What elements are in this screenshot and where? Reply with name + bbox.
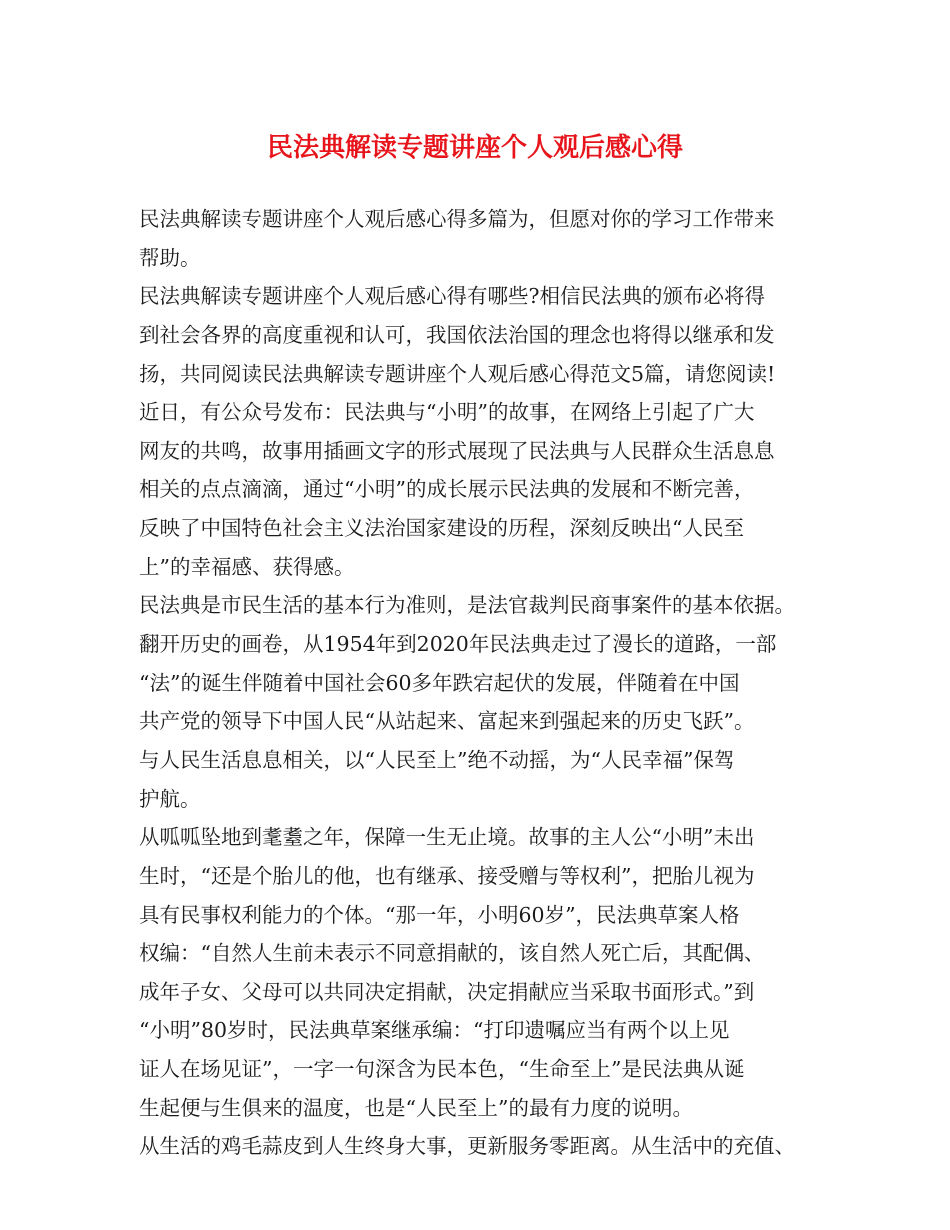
body-line: 共产党的领导下中国人民“从站起来、富起来到强起来的历史飞跃”。 <box>139 709 755 734</box>
body-line: 从呱呱坠地到耄耋之年，保障一生无止境。故事的主人公“小明”未出 <box>139 825 755 850</box>
body-line: 上”的幸福感、获得感。 <box>139 554 355 579</box>
body-line: 从生活的鸡毛蒜皮到人生终身大事，更新服务零距离。从生活中的充值、 <box>139 1134 795 1159</box>
body-line: 成年子女、父母可以共同决定捐献，决定捐献应当采取书面形式。”到 <box>139 979 755 1004</box>
body-line: 具有民事权利能力的个体。“那一年，小明60岁”，民法典草案人格 <box>139 902 740 927</box>
body-line: 网友的共鸣，故事用插画文字的形式展现了民法典与人民群众生活息息 <box>139 438 775 463</box>
body-line: 近日，有公众号发布：民法典与“小明”的故事，在网络上引起了广大 <box>139 400 755 425</box>
body-line: 反映了中国特色社会主义法治国家建设的历程，深刻反映出“人民至 <box>139 516 744 541</box>
body-line: 护航。 <box>139 786 201 811</box>
body-line: 证人在场见证”，一字一句深含为民本色，“生命至上”是民法典从诞 <box>139 1057 745 1082</box>
body-line: 帮助。 <box>139 245 201 270</box>
body-line: 扬，共同阅读民法典解读专题讲座个人观后感心得范文5篇，请您阅读! <box>139 361 776 386</box>
document-title: 民法典解读专题讲座个人观后感心得 <box>266 133 683 163</box>
body-line: 民法典是市民生活的基本行为准则，是法官裁判民商事案件的基本依据。 <box>139 593 795 618</box>
body-line: 翻开历史的画卷，从1954年到2020年民法典走过了漫长的道路，一部 <box>139 632 777 657</box>
body-line: “法”的诞生伴随着中国社会60多年跌宕起伏的发展，伴随着在中国 <box>139 670 740 695</box>
document-body <box>139 200 829 1166</box>
body-line: 民法典解读专题讲座个人观后感心得多篇为，但愿对你的学习工作带来 <box>139 207 775 231</box>
body-line: 与人民生活息息相关，以“人民至上”绝不动摇，为“人民幸福”保驾 <box>139 747 735 772</box>
body-line: 相关的点点滴滴，通过“小明”的成长展示民法典的发展和不断完善， <box>139 477 755 502</box>
body-line: “小明”80岁时，民法典草案继承编：“打印遗嘱应当有两个以上见 <box>139 1018 730 1043</box>
body-line: 生时，“还是个胎儿的他，也有继承、接受赠与等权利”，把胎儿视为 <box>139 863 755 888</box>
body-line: 生起便与生俱来的温度，也是“人民至上”的最有力度的说明。 <box>139 1095 693 1120</box>
body-line: 民法典解读专题讲座个人观后感心得有哪些?相信民法典的颁布必将得 <box>139 284 765 309</box>
body-line: 权编：“自然人生前未表示不同意捐献的，该自然人死亡后，其配偶、 <box>139 941 765 966</box>
body-line: 到社会各界的高度重视和认可，我国依法治国的理念也将得以继承和发 <box>139 322 775 347</box>
